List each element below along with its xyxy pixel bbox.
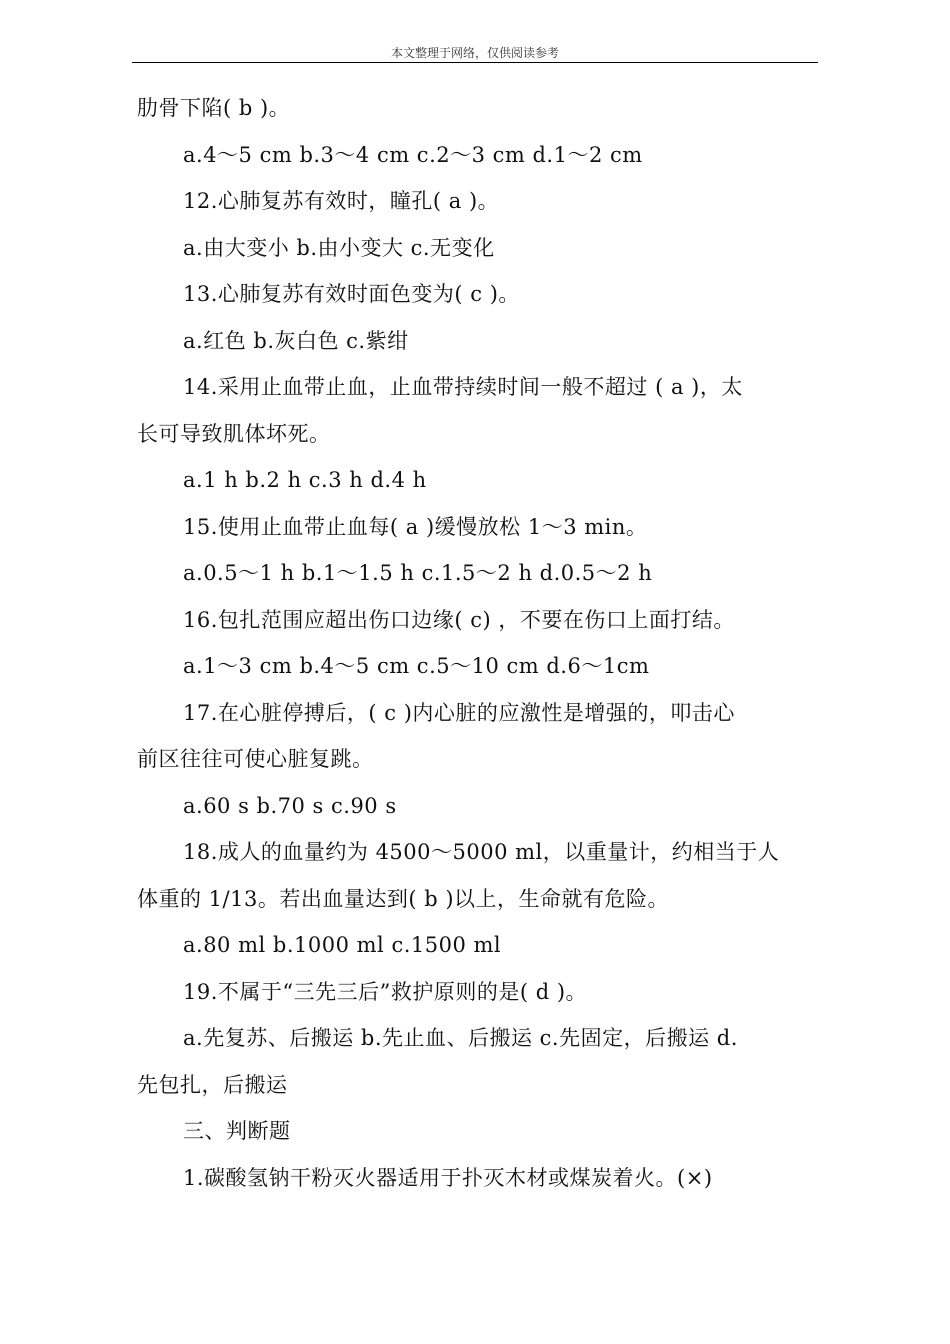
question-line: 14.采用止血带止血，止血带持续时间一般不超过 ( a )，太 xyxy=(183,375,743,399)
question-line: 12.心肺复苏有效时，瞳孔( a )。 xyxy=(183,189,500,213)
question-line: 15.使用止血带止血每( a )缓慢放松 1～3 min。 xyxy=(183,514,648,539)
options-line: a.1～3 cm b.4～5 cm c.5～10 cm d.6～1cm xyxy=(183,654,650,678)
text-line: a.4～5 cm b.3～4 cm c.2～3 cm d.1～2 cm xyxy=(183,142,643,167)
question-line: 16.包扎范围应超出伤口边缘( c) ，不要在伤口上面打结。 xyxy=(183,607,735,632)
options-line: a.1 h b.2 h c.3 h d.4 h xyxy=(183,468,427,492)
text-line: 先包扎，后搬运 xyxy=(137,1072,288,1097)
document-body xyxy=(137,85,817,1201)
question-line: 1.碳酸氢钠干粉灭火器适用于扑灭木材或煤炭着火。(×) xyxy=(183,1165,713,1190)
page-header xyxy=(132,44,818,63)
options-line: a.红色 b.灰白色 c.紫绀 xyxy=(183,328,409,353)
text-line: 长可导致肌体坏死。 xyxy=(137,421,331,446)
text-line: 前区往往可使心脏复跳。 xyxy=(137,747,374,771)
options-line: a.0.5～1 h b.1～1.5 h c.1.5～2 h d.0.5～2 h xyxy=(183,561,653,585)
options-line: a.80 ml b.1000 ml c.1500 ml xyxy=(183,933,502,957)
section-heading: 三、判断题 xyxy=(183,1119,291,1143)
question-line: 19.不属于“三先三后”救护原则的是( d )。 xyxy=(183,979,588,1004)
options-line: a.先复苏、后搬运 b.先止血、后搬运 c.先固定，后搬运 d. xyxy=(183,1026,738,1050)
options-line: a.由大变小 b.由小变大 c.无变化 xyxy=(183,235,495,260)
question-line: 13.心肺复苏有效时面色变为( c )。 xyxy=(183,282,520,306)
question-line: 17.在心脏停搏后，( c )内心脏的应激性是增强的，叩击心 xyxy=(183,700,735,725)
options-line: a.60 s b.70 s c.90 s xyxy=(183,793,397,818)
page-header-text: 本文整理于网络，仅供阅读参考 xyxy=(390,46,559,60)
text-line: 肋骨下陷( b )。 xyxy=(137,96,291,120)
text-line: 体重的 1/13。若出血量达到( b )以上，生命就有危险。 xyxy=(137,886,670,911)
question-line: 18.成人的血量约为 4500～5000 ml，以重量计，约相当于人 xyxy=(183,840,780,864)
